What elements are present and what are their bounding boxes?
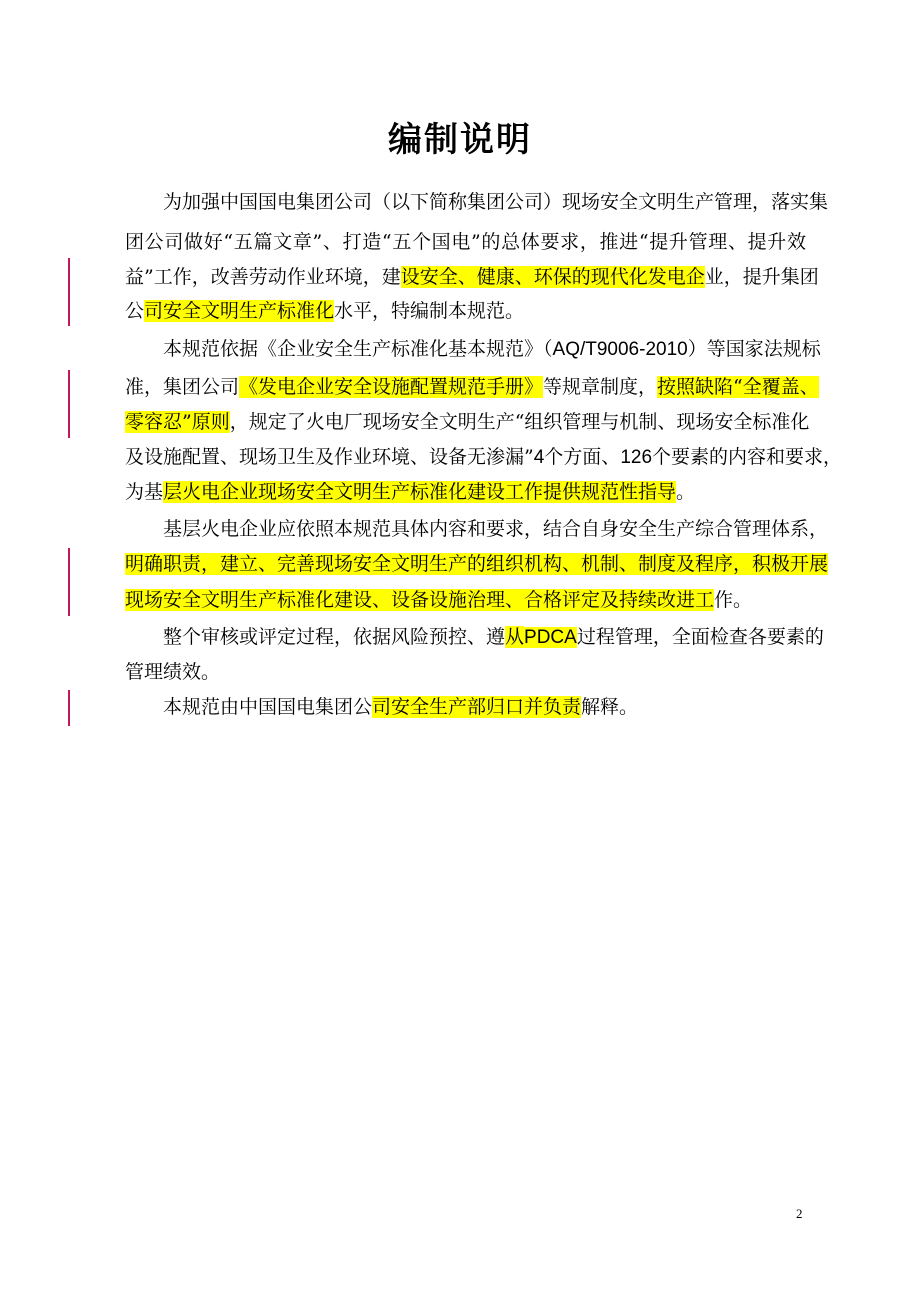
text-segment: 等规章制度，	[543, 376, 658, 398]
paragraph-line	[125, 332, 821, 366]
number-text: 4	[533, 447, 545, 468]
text-segment: 本规范由中国国电集团公	[125, 696, 373, 718]
text-segment: 本规范依据《企业安全生产标准化基本规范》（	[125, 338, 553, 360]
paragraph-line	[125, 440, 843, 474]
highlighted-text: 设安全、健康、环保的现代化发电企	[400, 266, 705, 288]
document-title: 编制说明	[388, 120, 532, 160]
text-segment: 为加强中国国电集团公司（以下简称集团公司）现场安全文明生产管理，落实集	[125, 191, 829, 213]
text-segment: 。	[676, 481, 696, 503]
text-segment: 业，提升集团	[704, 266, 819, 288]
text-segment: 公	[125, 300, 145, 322]
paragraph-line	[125, 512, 829, 546]
paragraph-line	[125, 185, 829, 219]
revision-marker	[68, 258, 70, 326]
text-segment: 个要素的内容和要求，	[652, 446, 843, 468]
highlighted-text: 零容忍”原则	[125, 411, 230, 433]
paragraph-line	[125, 620, 824, 654]
paragraph-line	[125, 370, 819, 404]
paragraph-line	[125, 294, 524, 328]
paragraph-line	[125, 225, 806, 259]
highlighted-text: 层火电企业现场安全文明生产标准化建设工作提供规范性指导	[163, 481, 677, 503]
text-segment: ，规定了火电厂现场安全文明生产“组织管理与机制、现场安全标准化	[229, 411, 810, 433]
text-segment: ）等国家法规标	[687, 338, 821, 360]
text-segment: 整个审核或评定过程，依据风险预控、遵	[125, 626, 506, 648]
text-segment: 管理绩效。	[125, 661, 221, 683]
revision-marker	[68, 548, 70, 616]
text-segment: 基层火电企业应依照本规范具体内容和要求，结合自身安全生产综合管理体系，	[125, 518, 829, 540]
paragraph-line	[125, 547, 829, 581]
text-segment: 益”工作，改善劳动作业环境，建	[125, 266, 401, 288]
paragraph-line	[125, 583, 752, 617]
highlighted-text: 司安全生产部归口并负责	[372, 696, 582, 718]
paragraph-line	[125, 655, 220, 689]
number-text: 126	[620, 447, 653, 468]
paragraph-line	[125, 690, 638, 724]
text-segment: 准，集团公司	[125, 376, 240, 398]
highlighted-text: PDCA	[524, 627, 577, 648]
paragraph-line	[125, 405, 810, 439]
highlighted-text: 现场安全文明生产标准化建设、设备设施治理、合格评定及持续改进工	[125, 589, 715, 611]
text-segment: 团公司做好“五篇文章”、打造“五个国电”的总体要求，推进“提升管理、提升效	[125, 231, 806, 253]
paragraph-line	[125, 475, 695, 509]
text-segment: 为基	[125, 481, 164, 503]
highlighted-text: 司安全文明生产标准化	[144, 300, 335, 322]
text-segment: 水平，特编制本规范。	[334, 300, 525, 322]
text-segment: 过程管理，全面检查各要素的	[576, 626, 824, 648]
text-segment: 作。	[714, 589, 753, 611]
revision-marker	[68, 370, 70, 438]
standard-code: AQ/T9006-2010	[552, 339, 688, 360]
text-segment: 及设施配置、现场卫生及作业环境、设备无渗漏”	[125, 446, 534, 468]
highlighted-text: 《发电企业安全设施配置规范手册》	[239, 376, 544, 398]
highlighted-text: 按照缺陷“全覆盖、	[657, 376, 819, 398]
text-segment: 解释。	[581, 696, 639, 718]
highlighted-text: 从	[505, 626, 525, 648]
text-segment: 个方面、	[544, 446, 621, 468]
page-number: 2	[796, 1206, 803, 1221]
highlighted-text: 明确职责，建立、完善现场安全文明生产的组织机构、机制、制度及程序，积极开展	[125, 553, 829, 575]
revision-marker	[68, 690, 70, 726]
paragraph-line	[125, 260, 819, 294]
